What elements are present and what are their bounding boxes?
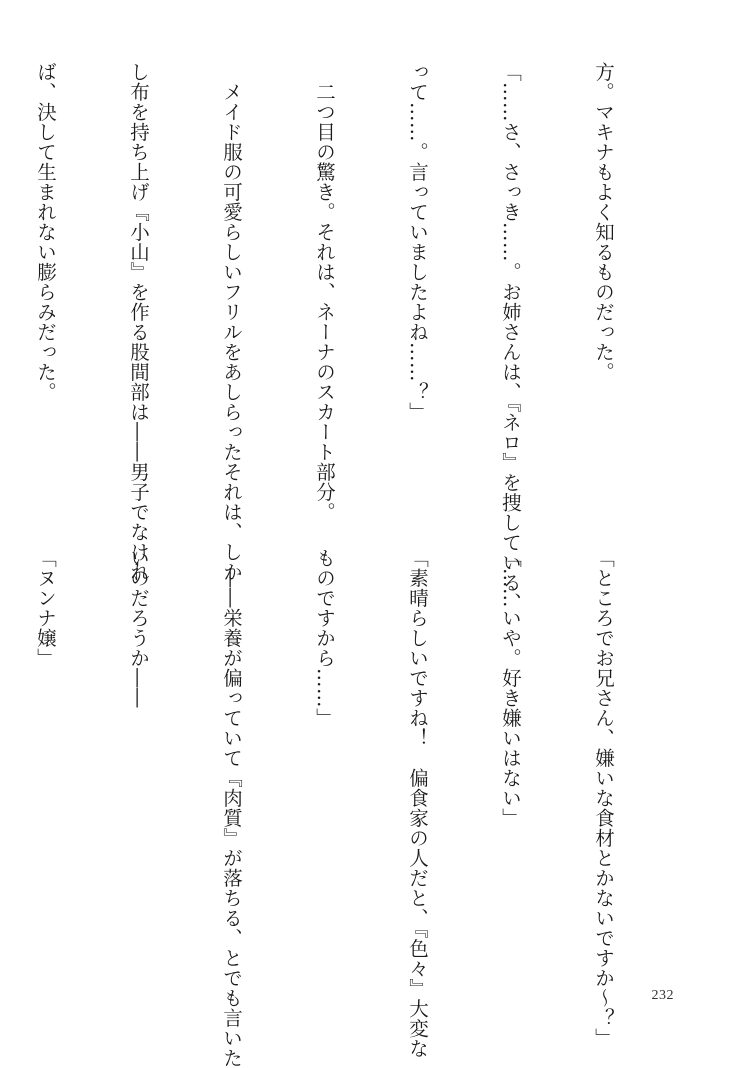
page-number: 232 [651, 988, 674, 1003]
text-line: って……。言っていましたよね……？」 [406, 62, 429, 422]
text-line: し布を持ち上げ『小山』を作る股間部は――男子でなけれ [127, 62, 150, 582]
text-line: 「……さ、さっき……。お姉さんは、『ネロ』を捜している、 [499, 62, 522, 613]
text-line: 「……いや。好き嫌いはない」 [499, 548, 522, 828]
text-line: ば、決して生まれない膨らみだった。 [34, 62, 57, 402]
text-line: 「素晴らしいですね！ 偏食家の人だと、『色々』大変な [406, 548, 429, 1059]
text-line: ものですから……」 [313, 548, 336, 728]
text-line: 二つ目の驚き。それは、ネーナのスカート部分。 [313, 62, 336, 522]
text-line: いのだろうか―― [127, 548, 150, 708]
text-line: 「ところでお兄さん、嫌いな食材とかないですか〜？」 [592, 548, 615, 1048]
text-line: 「ヌンナ嬢」 [34, 548, 57, 668]
text-line: メイド服の可愛らしいフリルをあしらったそれは、しか [220, 62, 243, 582]
text-line: ――栄養が偏っていて『肉質』が落ちる、とでも言いた [220, 548, 243, 1068]
text-line: 方。マキナもよく知るものだった。 [592, 62, 615, 382]
